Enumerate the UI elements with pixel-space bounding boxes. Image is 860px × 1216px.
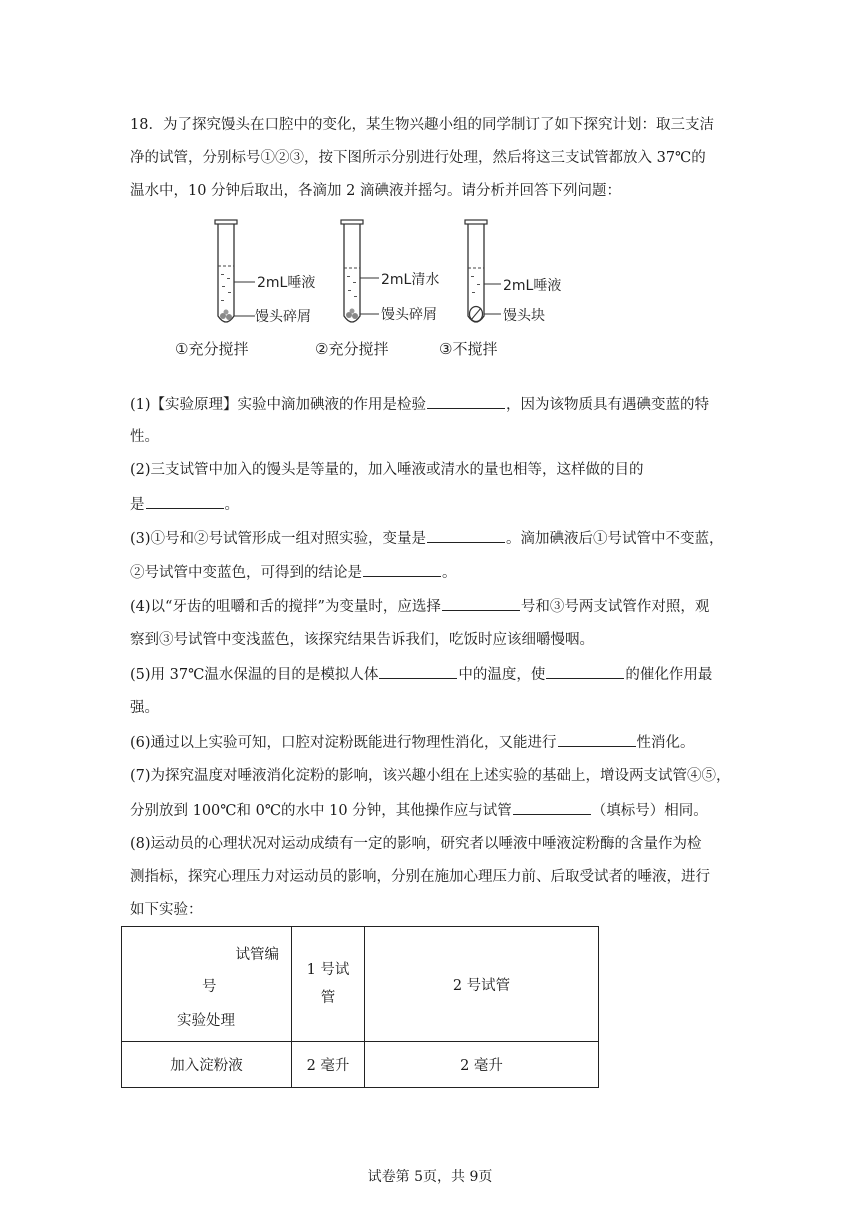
answer-blank-1[interactable]: [427, 394, 505, 409]
table-diagonal-header: 试管编 号 实验处理: [122, 927, 292, 1042]
table-row-label: 加入淀粉液: [122, 1042, 292, 1088]
test-tube-figure: [165, 216, 585, 366]
test-tube-3: [439, 220, 561, 358]
test-tube-1: [175, 220, 315, 358]
question-8-line-3: 如下实验：: [130, 902, 203, 918]
question-5-line-2: 强。: [130, 700, 159, 716]
question-3-line-2: ②号试管中变蓝色，可得到的结论是 。: [130, 562, 730, 583]
question-intro-line-1: 18．为了探究馒头在口腔中的变化，某生物兴趣小组的同学制订了如下探究计划：取三支洁: [130, 117, 714, 133]
page-footer: 试卷第 5页，共 9页: [367, 1169, 493, 1185]
tube-3-solid-label: 馒头块: [503, 308, 545, 324]
question-2-line-2: 是 。: [130, 494, 730, 515]
tube-1-liquid-label: 2mL唾液: [257, 275, 316, 291]
question-6-line-1: (6)通过以上实验可知，口腔对淀粉既能进行物理性消化，又能进行 性消化。: [130, 732, 730, 753]
answer-blank-9[interactable]: [513, 800, 591, 815]
tube-3-caption: ③不搅拌: [439, 340, 498, 358]
experiment-table: [121, 926, 599, 1088]
question-1-line-2: 性。: [130, 429, 159, 445]
question-1-line-1: (1)【实验原理】实验中滴加碘液的作用是检验 ，因为该物质具有遇碘变蓝的特: [130, 394, 730, 415]
question-5-line-1: (5)用 37℃温水保温的目的是模拟人体 中的温度，使 的催化作用最: [130, 664, 730, 685]
question-intro-line-2: 净的试管，分别标号①②③，按下图所示分别进行处理，然后将这三支试管都放入 37℃的: [130, 150, 706, 166]
answer-blank-6[interactable]: [379, 664, 457, 679]
table-cell: 2 毫升: [365, 1042, 599, 1088]
question-4-line-2: 察到③号试管中变浅蓝色，该探究结果告诉我们，吃饭时应该细嚼慢咽。: [130, 632, 594, 648]
question-7-line-1: (7)为探究温度对唾液消化淀粉的影响，该兴趣小组在上述实验的基础上，增设两支试管④⑤，: [130, 768, 731, 784]
tube-1-caption: ①充分搅拌: [175, 340, 249, 358]
answer-blank-4[interactable]: [363, 562, 441, 577]
table-col-tube-2: 2 号试管: [365, 927, 599, 1042]
tube-2-solid-label: 馒头碎屑: [381, 307, 437, 323]
table-row: [122, 1042, 599, 1088]
table-cell: 2 毫升: [292, 1042, 365, 1088]
answer-blank-7[interactable]: [546, 664, 624, 679]
question-7-line-2: 分别放到 100℃和 0℃的水中 10 分钟，其他操作应与试管 （填标号）相同。: [130, 800, 730, 821]
table-header-row: [122, 927, 599, 1042]
question-8-line-1: (8)运动员的心理状况对运动成绩有一定的影响，研究者以唾液中唾液淀粉酶的含量作为检: [130, 836, 702, 852]
tube-2-liquid-label: 2mL清水: [381, 272, 440, 288]
question-2-line-1: (2)三支试管中加入的馒头是等量的，加入唾液或清水的量也相等，这样做的目的: [130, 462, 644, 478]
question-intro-line-3: 温水中，10 分钟后取出，各滴加 2 滴碘液并摇匀。请分析并回答下列问题：: [130, 183, 622, 199]
question-8-line-2: 测指标，探究心理压力对运动员的影响，分别在施加心理压力前、后取受试者的唾液，进行: [130, 869, 710, 885]
question-4-line-1: (4)以“牙齿的咀嚼和舌的搅拌”为变量时，应选择 号和③号两支试管作对照，观: [130, 596, 730, 617]
answer-blank-3[interactable]: [427, 528, 505, 543]
tube-3-liquid-label: 2mL唾液: [503, 278, 562, 294]
answer-blank-8[interactable]: [558, 732, 636, 747]
question-3-line-1: (3)①号和②号试管形成一组对照实验，变量是 。滴加碘液后①号试管中不变蓝，: [130, 528, 730, 549]
answer-blank-5[interactable]: [442, 596, 520, 611]
tube-2-caption: ②充分搅拌: [315, 340, 389, 358]
table-col-tube-1: 1 号试 管: [292, 927, 365, 1042]
test-tube-2: [315, 220, 439, 358]
answer-blank-2[interactable]: [146, 494, 224, 509]
tube-1-solid-label: 馒头碎屑: [255, 309, 311, 325]
